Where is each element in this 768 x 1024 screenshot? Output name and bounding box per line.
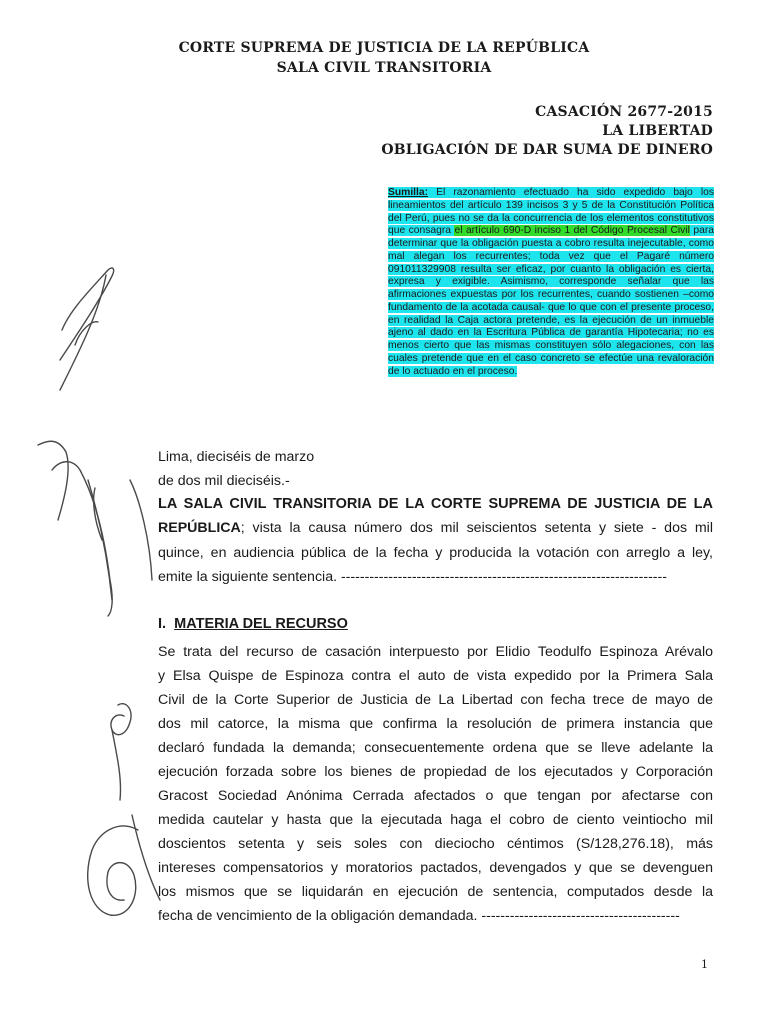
section-line: doscientos setenta y seis soles con dieciocho céntimos (S/128,276.18), más <box>158 836 713 852</box>
location-label: LA LIBERTAD <box>602 123 713 139</box>
section-line: declaró fundada la demanda; consecuentemente ordena que se lleve adelante la <box>158 740 713 756</box>
intro-hearing-line: quince, en audiencia pública de la fecha y producida la votación con arreglo a ley, <box>158 545 713 561</box>
intro-republica-bold: REPÚBLICA <box>158 520 241 536</box>
sumilla-text-part2: para determinar que la obligación puesta a cobro resulta inejecutable, como mal alegan los recurrentes; toda vez que el Pagaré número 091011329908 resulta ser eficaz, por cuanto la obligación es cierta, expresa y exigible. Asimismo, corresponde señalar que las afirmaciones expuestas por los recurrentes, cuando sostienen –como fundamento de la acotada causal- que lo que con el presente proceso, en realidad la Caja actora pretende, es la ejecución de un inmueble ajeno al dado en la Escritura Pública de garantía Hipotecaria; no es menos cierto que las mismas constituyen sólo alegaciones, con las cuales pretende que en el caso concreto se efectúe una revaloración de lo actuado en el proceso. <box>388 225 714 377</box>
sumilla-label: Sumilla: <box>388 187 429 198</box>
section-line: Civil de la Corte Superior de Justicia de La Libertad con fecha trece de mayo de <box>158 692 713 708</box>
section-number: I. <box>158 616 167 632</box>
intro-case-rest: ; vista la causa número dos mil seiscientos setenta y siete - dos mil <box>240 520 713 536</box>
sala-title: SALA CIVIL TRANSITORIA <box>276 60 492 76</box>
section-line: ejecución forzada sobre los bienes de propiedad de los ejecutados y Corporación <box>158 764 713 780</box>
section-line: Gracost Sociedad Anónima Cerrada afectados o que tengan por afectarse con <box>158 788 713 804</box>
intro-date-line: Lima, dieciséis de marzo <box>158 449 315 465</box>
section-line: Se trata del recurso de casación interpuesto por Elidio Teodulfo Espinoza Arévalo <box>158 644 713 660</box>
section-line: fecha de vencimiento de la obligación demandada. ------------------------------------------ <box>158 908 680 924</box>
section-line: medida cautelar y hasta que la ejecutada haga el cobro de ciento veintiocho mil <box>158 812 713 828</box>
intro-sentence-line: emite la siguiente sentencia. --------------------------------------------------------------------- <box>158 569 667 585</box>
section-line: dos mil catorce, la misma que confirma la resolución de primera instancia que <box>158 716 713 732</box>
sumilla-text-part1: El razonamiento efectuado ha sido expedido bajo los lineamientos del artículo 139 incisos 3 y 5 de la Constitución Política del Perú, pues no se da la concurrencia de los elementos constitutivos que consagra <box>388 187 714 237</box>
casacion-number: CASACIÓN 2677-2015 <box>535 104 713 120</box>
page-number: 1 <box>701 958 708 971</box>
intro-year-line: de dos mil dieciséis.- <box>158 473 290 489</box>
section-line: y Elsa Quispe de Espinoza contra el auto de vista expedido por la Primera Sala <box>158 668 713 684</box>
intro-court-heading: LA SALA CIVIL TRANSITORIA DE LA CORTE SUPREMA DE JUSTICIA DE LA <box>158 496 713 512</box>
court-title: CORTE SUPREMA DE JUSTICIA DE LA REPÚBLICA <box>178 40 590 56</box>
subject-label: OBLIGACIÓN DE DAR SUMA DE DINERO <box>381 142 713 158</box>
sumilla-green-highlight: el artículo 690-D inciso 1 del Código Procesal Civil <box>454 225 690 237</box>
section-line: los mismos que se liquidarán en ejecución de sentencia, computados desde la <box>158 884 713 900</box>
section-line: intereses compensatorios y moratorios pactados, devengados y que se devenguen <box>158 860 713 876</box>
section-title: MATERIA DEL RECURSO <box>174 616 348 632</box>
